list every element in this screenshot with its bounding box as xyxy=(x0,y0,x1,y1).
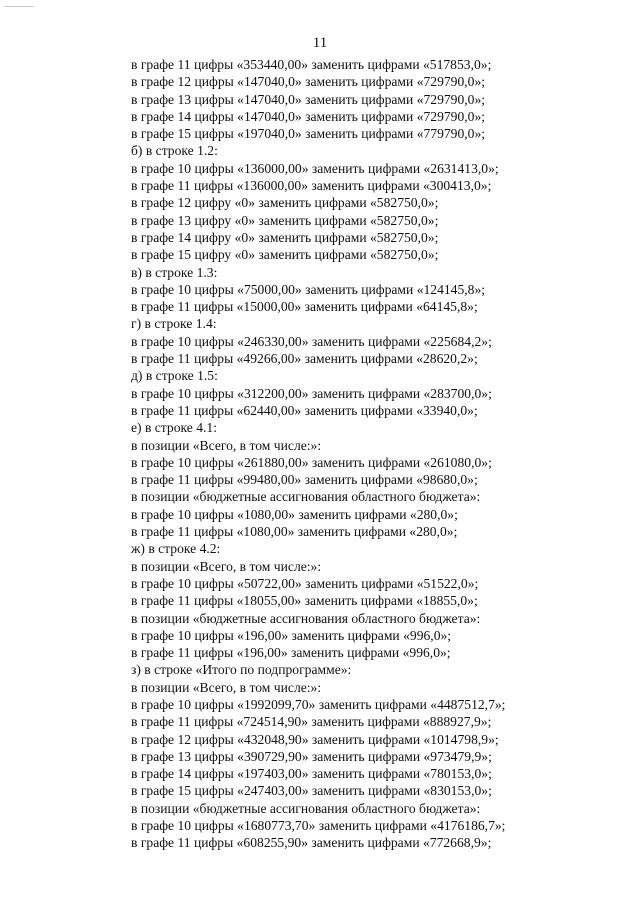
text-line: в графе 11 цифры «136000,00» заменить цифрами «300413,0»; xyxy=(131,178,492,194)
text-line: в графе 11 цифры «99480,00» заменить цифрами «98680,0»; xyxy=(131,472,478,488)
text-line: в графе 14 цифры «147040,0» заменить цифрами «729790,0»; xyxy=(131,108,486,124)
text-line: в графе 11 цифры «18055,00» заменить цифрами «18855,0»; xyxy=(131,593,478,609)
text-line: в графе 12 цифру «0» заменить цифрами «582750,0»; xyxy=(131,195,439,211)
text-line: б) в строке 1.2: xyxy=(131,143,218,159)
text-line: в графе 11 цифры «49266,00» заменить цифрами «28620,2»; xyxy=(131,351,478,367)
text-line: д) в строке 1.5: xyxy=(131,368,218,384)
text-line: в графе 10 цифры «261880,00» заменить цифрами «261080,0»; xyxy=(131,454,492,470)
text-line: в графе 10 цифры «1080,00» заменить цифрами «280,0»; xyxy=(131,506,458,522)
text-line: в графе 11 цифры «1080,00» заменить цифрами «280,0»; xyxy=(131,524,458,540)
page-number: 11 xyxy=(312,35,328,51)
text-line: в графе 12 цифры «432048,90» заменить цифрами «1014798,9»; xyxy=(131,731,499,747)
text-line: в графе 10 цифры «1680773,70» заменить цифрами «4176186,7»; xyxy=(131,818,506,834)
amendment-lines xyxy=(131,56,611,852)
text-line: в позиции «бюджетные ассигнования областного бюджета»: xyxy=(131,610,481,626)
text-line: в графе 10 цифры «50722,00» заменить цифрами «51522,0»; xyxy=(131,575,479,591)
text-line: з) в строке «Итого по подпрограмме»: xyxy=(131,662,352,678)
text-line: в графе 15 цифры «197040,0» заменить цифрами «779790,0»; xyxy=(131,126,486,142)
text-line: в графе 10 цифры «1992099,70» заменить цифрами «4487512,7»; xyxy=(131,696,506,712)
text-line: в графе 12 цифры «147040,0» заменить цифрами «729790,0»; xyxy=(131,74,486,90)
text-line: в графе 13 цифры «147040,0» заменить цифрами «729790,0»; xyxy=(131,91,486,107)
text-line: в графе 15 цифру «0» заменить цифрами «582750,0»; xyxy=(131,247,439,263)
text-line: в графе 14 цифры «197403,00» заменить цифрами «780153,0»; xyxy=(131,766,492,782)
text-line: в позиции «бюджетные ассигнования областного бюджета»: xyxy=(131,489,481,505)
text-line: в графе 10 цифры «312200,00» заменить цифрами «283700,0»; xyxy=(131,385,492,401)
text-line: в графе 10 цифры «75000,00» заменить цифрами «124145,8»; xyxy=(131,281,486,297)
text-line: в графе 10 цифры «196,00» заменить цифрами «996,0»; xyxy=(131,627,452,643)
text-line: в графе 11 цифры «62440,00» заменить цифрами «33940,0»; xyxy=(131,402,478,418)
text-line: в графе 11 цифры «353440,00» заменить цифрами «517853,0»; xyxy=(131,57,492,72)
text-line: в графе 11 цифры «608255,90» заменить цифрами «772668,9»; xyxy=(131,835,492,851)
text-line: е) в строке 4.1: xyxy=(131,420,217,436)
text-line: в графе 10 цифры «246330,00» заменить цифрами «225684,2»; xyxy=(131,333,492,349)
text-line: в позиции «бюджетные ассигнования областного бюджета»: xyxy=(131,800,481,816)
text-line: в) в строке 1.3: xyxy=(131,264,218,280)
text-line: в графе 10 цифры «136000,00» заменить цифрами «2631413,0»; xyxy=(131,160,499,176)
text-line: в графе 15 цифры «247403,00» заменить цифрами «830153,0»; xyxy=(131,783,492,799)
scan-artifact xyxy=(4,6,34,7)
text-line: в графе 11 цифры «196,00» заменить цифрами «996,0»; xyxy=(131,645,451,661)
text-line: в позиции «Всего, в том числе:»: xyxy=(131,437,322,453)
text-line: в позиции «Всего, в том числе:»: xyxy=(131,558,322,574)
text-line: ж) в строке 4.2: xyxy=(131,541,221,557)
text-line: в графе 11 цифры «15000,00» заменить цифрами «64145,8»; xyxy=(131,299,478,315)
text-line: в позиции «Всего, в том числе:»: xyxy=(131,679,322,695)
text-line: в графе 13 цифру «0» заменить цифрами «582750,0»; xyxy=(131,212,439,228)
text-line: в графе 13 цифры «390729,90» заменить цифрами «973479,9»; xyxy=(131,748,492,764)
text-line: в графе 11 цифры «724514,90» заменить цифрами «888927,9»; xyxy=(131,714,492,730)
text-line: в графе 14 цифру «0» заменить цифрами «582750,0»; xyxy=(131,229,439,245)
text-line: г) в строке 1.4: xyxy=(131,316,217,332)
